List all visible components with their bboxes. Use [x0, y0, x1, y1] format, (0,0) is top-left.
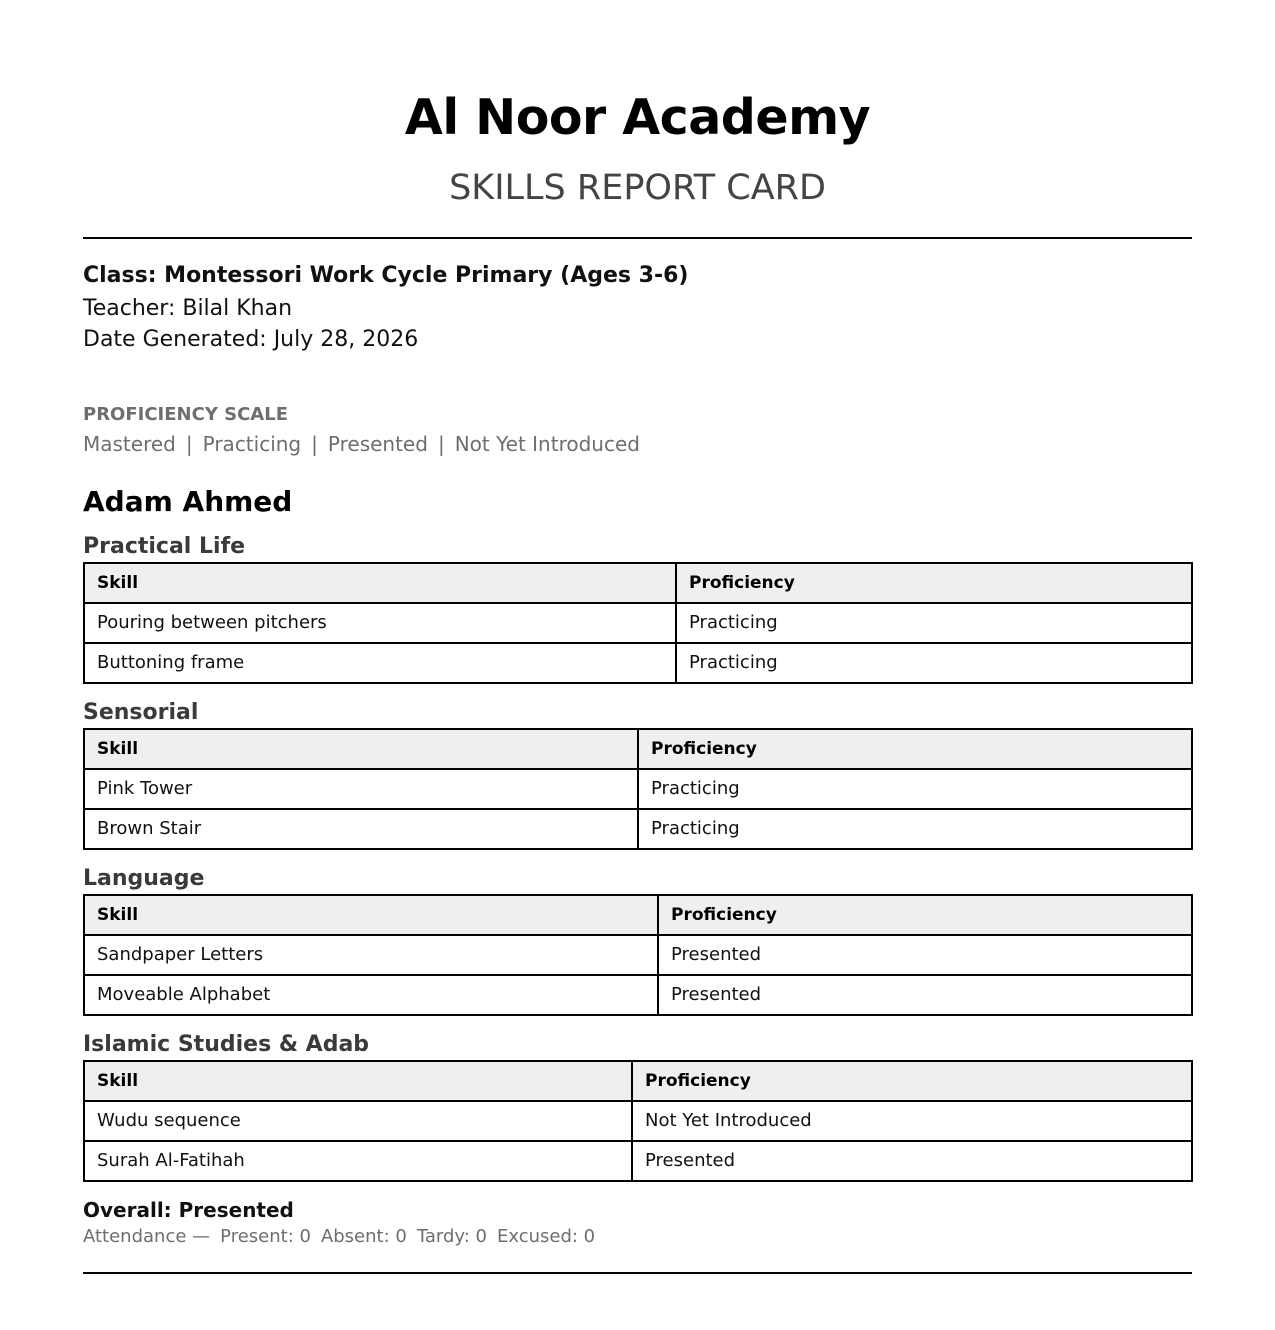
proficiency-cell: Practicing	[676, 643, 1192, 683]
table-header-row	[84, 1061, 1192, 1101]
skill-cell: Surah Al-Fatihah	[84, 1141, 632, 1181]
proficiency-cell: Practicing	[676, 603, 1192, 643]
skill-cell: Sandpaper Letters	[84, 935, 658, 975]
scale-level: Mastered	[83, 432, 176, 456]
table-row	[84, 975, 1192, 1015]
document-title: SKILLS REPORT CARD	[449, 168, 826, 208]
section-title-practical-life: Practical Life	[83, 534, 246, 559]
section-title-language: Language	[83, 866, 205, 891]
proficiency-scale-heading: PROFICIENCY SCALE	[83, 404, 288, 425]
teacher-info: Teacher: Bilal Khan	[83, 296, 293, 321]
skill-cell: Pouring between pitchers	[84, 603, 676, 643]
column-header-skill: Skill	[84, 895, 658, 935]
proficiency-cell: Not Yet Introduced	[632, 1101, 1192, 1141]
column-header-proficiency: Proficiency	[658, 895, 1192, 935]
scale-level: Not Yet Introduced	[454, 432, 640, 456]
scale-separator: |	[311, 432, 318, 456]
attendance-tardy: Tardy: 0	[416, 1226, 487, 1247]
column-header-proficiency: Proficiency	[632, 1061, 1192, 1101]
scale-separator: |	[437, 432, 445, 456]
proficiency-cell: Practicing	[638, 769, 1192, 809]
attendance-excused: Excused: 0	[496, 1226, 596, 1247]
date-generated: Date Generated: July 28, 2026	[83, 327, 419, 352]
table-header-row	[84, 729, 1192, 769]
proficiency-cell: Presented	[632, 1141, 1192, 1181]
table-row	[84, 809, 1192, 849]
section-title-sensorial: Sensorial	[83, 700, 199, 725]
footer-divider	[83, 1272, 1192, 1274]
table-header-row	[84, 895, 1192, 935]
skill-cell: Buttoning frame	[84, 643, 676, 683]
proficiency-cell: Presented	[658, 975, 1192, 1015]
column-header-proficiency: Proficiency	[638, 729, 1192, 769]
skills-table-language	[83, 894, 1193, 1016]
attendance-summary	[83, 1224, 605, 1250]
scale-level: Presented	[327, 432, 428, 456]
proficiency-cell: Practicing	[638, 809, 1192, 849]
table-header-row	[84, 563, 1192, 603]
overall-proficiency: Overall: Presented	[83, 1198, 294, 1222]
scale-level: Practicing	[202, 432, 302, 456]
proficiency-scale-levels	[83, 430, 640, 458]
column-header-skill: Skill	[84, 563, 676, 603]
skills-table-practical-life	[83, 562, 1193, 684]
class-info: Class: Montessori Work Cycle Primary (Ages 3-6)	[83, 263, 689, 288]
proficiency-cell: Presented	[658, 935, 1192, 975]
school-name: Al Noor Academy	[404, 89, 871, 146]
table-row	[84, 643, 1192, 683]
student-name: Adam Ahmed	[83, 485, 293, 518]
attendance-present: Present: 0	[220, 1226, 311, 1247]
table-row	[84, 1101, 1192, 1141]
attendance-absent: Absent: 0	[320, 1226, 407, 1247]
skill-cell: Pink Tower	[84, 769, 638, 809]
skill-cell: Brown Stair	[84, 809, 638, 849]
table-row	[84, 1141, 1192, 1181]
table-row	[84, 935, 1192, 975]
header-divider	[83, 237, 1192, 239]
column-header-skill: Skill	[84, 729, 638, 769]
column-header-proficiency: Proficiency	[676, 563, 1192, 603]
scale-separator: |	[185, 432, 193, 456]
attendance-label: Attendance —	[83, 1226, 211, 1247]
table-row	[84, 769, 1192, 809]
skills-table-islamic-studies	[83, 1060, 1193, 1182]
skill-cell: Wudu sequence	[84, 1101, 632, 1141]
section-title-islamic-studies: Islamic Studies & Adab	[83, 1032, 370, 1057]
skill-cell: Moveable Alphabet	[84, 975, 658, 1015]
skills-table-sensorial	[83, 728, 1193, 850]
table-row	[84, 603, 1192, 643]
column-header-skill: Skill	[84, 1061, 632, 1101]
